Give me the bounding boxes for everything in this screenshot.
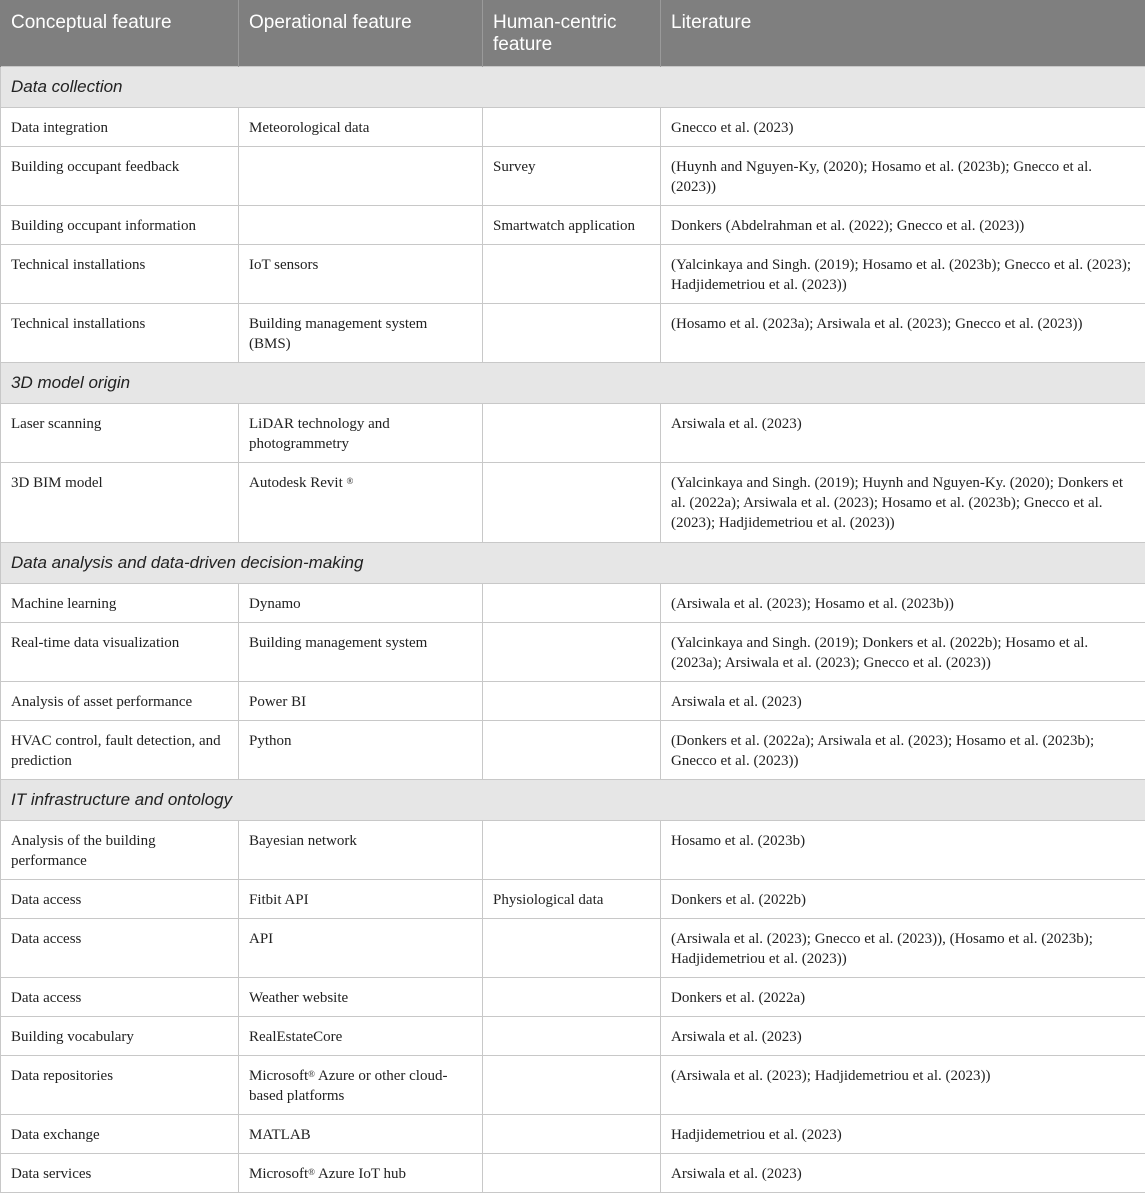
operational-text: Azure IoT hub [315,1166,406,1182]
operational-cell: Dynamo [239,584,483,623]
operational-cell: MATLAB [239,1115,483,1154]
literature-cell: (Arsiwala et al. (2023); Hadjidemetriou et al. (2023)) [661,1056,1145,1115]
table-row [1,919,1145,978]
table-row [1,304,1145,363]
literature-cell: (Yalcinkaya and Singh. (2019); Huynh and Nguyen-Ky. (2020); Donkers et al. (2022a); Arsiwala et al. (2023); Hosamo et al. (2023b); Gnecco et al. (2023); Hadjidemetriou et al. (2023)) [661,463,1145,543]
literature-cell: Donkers (Abdelrahman et al. (2022); Gnecco et al. (2023)) [661,206,1145,245]
human-cell: Smartwatch application [483,206,661,245]
header-literature: Literature [661,0,1145,67]
conceptual-cell: Data access [1,880,239,919]
table-row [1,1115,1145,1154]
table-row [1,1017,1145,1056]
section-title: Data analysis and data-driven decision-making [1,543,1145,584]
human-cell [483,919,661,978]
operational-cell: API [239,919,483,978]
table-row [1,821,1145,880]
table-row [1,404,1145,463]
literature-cell: Arsiwala et al. (2023) [661,404,1145,463]
human-cell [483,978,661,1017]
section-title: IT infrastructure and ontology [1,780,1145,821]
table-row [1,1154,1145,1193]
literature-cell: (Arsiwala et al. (2023); Gnecco et al. (2023)), (Hosamo et al. (2023b); Hadjidemetriou et al. (2023)) [661,919,1145,978]
human-cell [483,1056,661,1115]
operational-brand: Microsoft [249,1068,309,1084]
header-operational: Operational feature [239,0,483,67]
registered-mark: ® [308,1069,316,1079]
operational-cell [239,1154,483,1193]
section-title: Data collection [1,67,1145,108]
human-cell: Physiological data [483,880,661,919]
human-cell [483,623,661,682]
literature-cell: Hadjidemetriou et al. (2023) [661,1115,1145,1154]
literature-cell: (Arsiwala et al. (2023); Hosamo et al. (2023b)) [661,584,1145,623]
section-row [1,67,1145,108]
human-cell [483,463,661,543]
literature-cell: Hosamo et al. (2023b) [661,821,1145,880]
conceptual-cell: Building occupant information [1,206,239,245]
section-title: 3D model origin [1,363,1145,404]
operational-cell [239,1056,483,1115]
section-row [1,363,1145,404]
literature-cell: Arsiwala et al. (2023) [661,682,1145,721]
human-cell [483,1154,661,1193]
conceptual-cell: Data repositories [1,1056,239,1115]
literature-cell: (Donkers et al. (2022a); Arsiwala et al. (2023); Hosamo et al. (2023b); Gnecco et al. (2023)) [661,721,1145,780]
operational-cell [239,147,483,206]
table-row [1,623,1145,682]
operational-cell: Python [239,721,483,780]
conceptual-cell: Data access [1,978,239,1017]
literature-cell: (Yalcinkaya and Singh. (2019); Donkers et al. (2022b); Hosamo et al. (2023a); Arsiwala et al. (2023); Gnecco et al. (2023)) [661,623,1145,682]
human-cell [483,682,661,721]
table-row [1,463,1145,543]
operational-cell: LiDAR technology and photogrammetry [239,404,483,463]
operational-cell: Building management system [239,623,483,682]
conceptual-cell: Technical installations [1,245,239,304]
operational-cell: IoT sensors [239,245,483,304]
conceptual-cell: Technical installations [1,304,239,363]
table-row [1,206,1145,245]
conceptual-cell: Data services [1,1154,239,1193]
human-cell [483,1017,661,1056]
header-human-centric: Human-centric feature [483,0,661,67]
header-conceptual: Conceptual feature [1,0,239,67]
conceptual-cell: Machine learning [1,584,239,623]
table-row [1,1056,1145,1115]
literature-cell: (Hosamo et al. (2023a); Arsiwala et al. (2023); Gnecco et al. (2023)) [661,304,1145,363]
operational-brand: Microsoft [249,1166,309,1182]
operational-cell [239,463,483,543]
table-row [1,721,1145,780]
operational-cell: Meteorological data [239,108,483,147]
section-row [1,780,1145,821]
section-row [1,543,1145,584]
operational-text: Autodesk Revit [249,475,343,491]
table-row [1,682,1145,721]
conceptual-cell: 3D BIM model [1,463,239,543]
operational-cell: Bayesian network [239,821,483,880]
conceptual-cell: Real-time data visualization [1,623,239,682]
registered-mark: ® [308,1167,316,1177]
human-cell [483,404,661,463]
human-cell [483,721,661,780]
operational-cell: Building management system (BMS) [239,304,483,363]
conceptual-cell: Building occupant feedback [1,147,239,206]
literature-cell: Donkers et al. (2022b) [661,880,1145,919]
literature-cell: Donkers et al. (2022a) [661,978,1145,1017]
registered-mark: ® [346,476,354,486]
operational-cell: RealEstateCore [239,1017,483,1056]
human-cell [483,108,661,147]
literature-cell: Arsiwala et al. (2023) [661,1154,1145,1193]
human-cell: Survey [483,147,661,206]
table-row [1,880,1145,919]
human-cell [483,245,661,304]
table-row [1,978,1145,1017]
table-row [1,147,1145,206]
header-row [1,0,1145,67]
operational-cell: Power BI [239,682,483,721]
conceptual-cell: Data access [1,919,239,978]
conceptual-cell: Data integration [1,108,239,147]
human-cell [483,304,661,363]
literature-cell: Gnecco et al. (2023) [661,108,1145,147]
operational-cell: Weather website [239,978,483,1017]
conceptual-cell: Building vocabulary [1,1017,239,1056]
conceptual-cell: Data exchange [1,1115,239,1154]
table-row [1,108,1145,147]
conceptual-cell: Laser scanning [1,404,239,463]
literature-cell: (Yalcinkaya and Singh. (2019); Hosamo et al. (2023b); Gnecco et al. (2023); Hadjidemetriou et al. (2023)) [661,245,1145,304]
operational-cell: Fitbit API [239,880,483,919]
table-row [1,584,1145,623]
conceptual-cell: Analysis of the building performance [1,821,239,880]
operational-cell [239,206,483,245]
human-cell [483,1115,661,1154]
literature-cell: (Huynh and Nguyen-Ky, (2020); Hosamo et al. (2023b); Gnecco et al. (2023)) [661,147,1145,206]
human-cell [483,584,661,623]
table-row [1,245,1145,304]
conceptual-cell: HVAC control, fault detection, and prediction [1,721,239,780]
literature-cell: Arsiwala et al. (2023) [661,1017,1145,1056]
operational-text: Azure or other cloud-based platforms [249,1068,448,1104]
conceptual-cell: Analysis of asset performance [1,682,239,721]
human-cell [483,821,661,880]
